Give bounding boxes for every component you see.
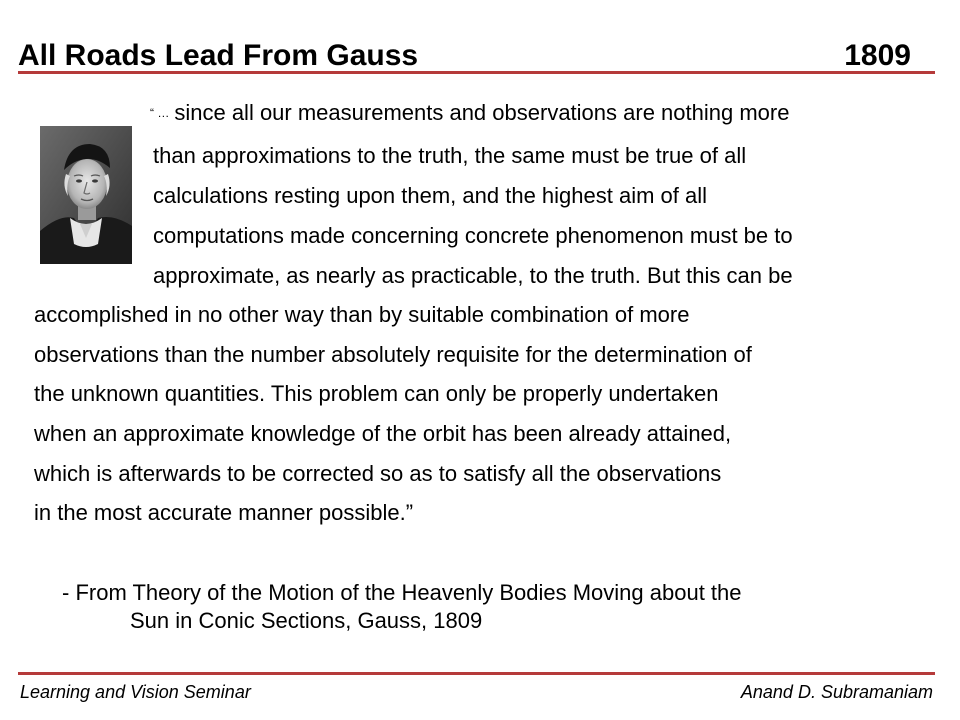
title-underline [18, 71, 935, 74]
quote-line-10: which is afterwards to be corrected so as to satisfy all the observations [34, 461, 722, 486]
footer-divider [18, 672, 935, 675]
citation-line-1: - From Theory of the Motion of the Heavenly Bodies Moving about the [62, 580, 742, 605]
quote-line-3: calculations resting upon them, and the highest aim of all [153, 183, 707, 208]
quote-line-8: the unknown quantities. This problem can only be properly undertaken [34, 381, 719, 406]
title-year: 1809 [844, 39, 911, 72]
quote-open-mark: “ … [150, 106, 170, 120]
footer-seminar-name: Learning and Vision Seminar [20, 682, 251, 702]
quote-line-9: when an approximate knowledge of the orbit has been already attained, [34, 421, 732, 446]
quote-line-1 [150, 100, 789, 126]
citation-line-2: Sun in Conic Sections, Gauss, 1809 [130, 608, 483, 633]
gauss-portrait-image [40, 126, 132, 264]
quote-line-4: computations made concerning concrete phenomenon must be to [153, 223, 793, 248]
quote-line-5: approximate, as nearly as practicable, to the truth. But this can be [153, 263, 793, 288]
quote-line-2: than approximations to the truth, the same must be true of all [153, 143, 747, 168]
quote-line-6: accomplished in no other way than by suitable combination of more [34, 302, 690, 327]
quote-line-text: since all our measurements and observations are nothing more [174, 100, 790, 125]
footer-author: Anand D. Subramaniam [740, 682, 933, 702]
quote-line-11: in the most accurate manner possible.” [34, 500, 414, 525]
quote-line-7: observations than the number absolutely requisite for the determination of [34, 342, 752, 367]
title-text: All Roads Lead From Gauss [18, 39, 419, 72]
portrait-drawing [40, 126, 132, 264]
